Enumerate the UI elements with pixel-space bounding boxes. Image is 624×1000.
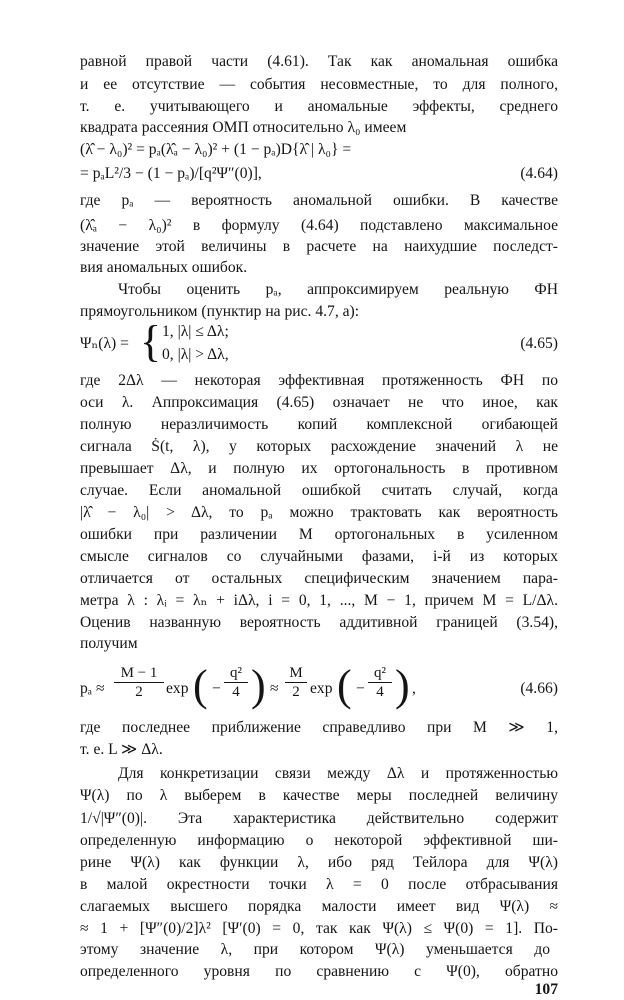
equation-4-65-case-2: 0, |λ| > Δλ, — [162, 346, 229, 363]
fraction-denominator: 4 — [376, 684, 384, 700]
text-line: прямоугольником (пунктир на рис. 4.7, а): — [80, 303, 360, 320]
text-line: значение этой величины в расчете на наихудшие последст- — [80, 238, 558, 255]
fraction-denominator: 4 — [232, 684, 240, 700]
fraction-denominator: 2 — [135, 684, 143, 700]
text-line: т. е. учитывающего и аномальные эффекты, среднего — [80, 98, 558, 115]
text-line: (λ̂ₐ − λ₀)² в формулу (4.64) подставлено максимальное — [80, 217, 558, 234]
text-line: превышает Δλ, и полную их ортогональность в противном — [80, 460, 558, 477]
fraction — [114, 664, 164, 701]
text-line: смысле сигналов со случайными фазами, i-й из которых — [80, 548, 558, 565]
close-parenthesis: ) — [251, 661, 266, 710]
text-line: оси λ. Аппроксимация (4.65) означает не что иное, как — [80, 394, 558, 411]
text-line: определенную информацию о некоторой эффективной ши- — [80, 832, 558, 849]
fraction-numerator: q² — [368, 664, 392, 683]
text-line: слагаемых высшего порядка малости имеет вид Ψ(λ) ≈ — [80, 898, 558, 915]
minus-sign: − — [356, 680, 365, 697]
equation-4-66-lhs: pₐ ≈ — [80, 680, 105, 697]
minus-sign: − — [212, 680, 221, 697]
equation-number: (4.66) — [520, 680, 558, 697]
text-line: этому значение λ, при котором Ψ(λ) уменьшается до — [80, 941, 550, 958]
text-line: т. е. L ≫ Δλ. — [80, 741, 163, 758]
text-line: и ее отсутствие — события несовместные, то для полного, — [80, 76, 558, 93]
text-line: 1/√|Ψ″(0)|. Эта характеристика действительно содержит — [80, 810, 558, 827]
fraction-denominator: 2 — [292, 684, 300, 700]
text-line: равной правой части (4.61). Так как аномальная ошибка — [80, 53, 558, 70]
fraction — [368, 664, 392, 701]
text-line: отличается от остальных специфическим значением пара- — [80, 570, 558, 587]
equation-brace: { — [140, 317, 162, 366]
fraction-numerator: M − 1 — [114, 664, 164, 683]
text-line: Для конкретизации связи между Δλ и протяженностью — [118, 765, 558, 782]
equation-number: (4.64) — [520, 165, 558, 182]
text-line: рине Ψ(λ) как функции λ, ибо ряд Тейлора для Ψ(λ) — [80, 854, 558, 871]
close-parenthesis: ) — [395, 661, 410, 710]
text-line: определенного уровня по сравнению с Ψ(0), обратно — [80, 963, 558, 980]
text-line: |λ̂ − λ₀| > Δλ, то pₐ можно трактовать как вероятность — [80, 504, 558, 521]
text-line: Ψ(λ) по λ выберем в качестве меры последней величину — [80, 787, 558, 804]
fraction-numerator: M — [285, 664, 307, 683]
exp-function: exp — [310, 680, 333, 697]
open-parenthesis: ( — [193, 661, 208, 710]
text-line: ошибки при различении M ортогональных в усиленном — [80, 526, 558, 543]
text-line: полную неразличимость копий комплексной огибающей — [80, 416, 558, 433]
exp-function: exp — [166, 680, 189, 697]
equation-4-64-line-2: = pₐL²/3 − (1 − pₐ)/[q²Ψ″(0)], — [80, 165, 262, 182]
fraction — [224, 664, 248, 701]
fraction-numerator: q² — [224, 664, 248, 683]
text-line: метра λ : λᵢ = λₙ + iΔλ, i = 0, 1, ..., M − 1, причем M = L/Δλ. — [80, 592, 558, 609]
text-line: где 2Δλ — некоторая эффективная протяженность ФН по — [80, 372, 558, 389]
text-line: сигнала Ṡ(t, λ), у которых расхождение значений λ не — [80, 438, 558, 455]
text-line: Чтобы оценить pₐ, аппроксимируем реальную ФН — [118, 281, 558, 298]
text-line: получим — [80, 635, 138, 652]
equation-number: (4.65) — [520, 335, 558, 352]
text-line: ≈ 1 + [Ψ″(0)/2]λ² [Ψ′(0) = 0, так как Ψ(λ) ≤ Ψ(0) = 1]. По- — [80, 920, 558, 937]
page-number: 107 — [534, 981, 558, 998]
text-line: вия аномальных ошибок. — [80, 259, 248, 276]
equation-4-65-lhs: Ψₙ(λ) = — [80, 335, 129, 352]
equation-comma: , — [412, 680, 416, 697]
text-line: Оценив названную вероятность аддитивной границей (3.54), — [80, 614, 558, 631]
text-line: в малой окрестности точки λ = 0 после отбрасывания — [80, 876, 558, 893]
equation-4-65-case-1: 1, |λ| ≤ Δλ; — [162, 323, 229, 340]
approx-sign: ≈ — [270, 680, 279, 697]
text-line: квадрата рассеяния ОМП относительно λ₀ имеем — [80, 119, 407, 136]
open-parenthesis: ( — [337, 661, 352, 710]
text-line: где последнее приближение справедливо при M ≫ 1, — [80, 719, 558, 736]
fraction — [285, 664, 307, 701]
equation-4-64-line-1: (λ̂ − λ₀)² = pₐ(λ̂ₐ − λ₀)² + (1 − pₐ)D{λ̂ | λ₀} = — [80, 141, 352, 158]
text-line: случае. Если аномальной ошибкой считать случай, когда — [80, 482, 558, 499]
text-line: где pₐ — вероятность аномальной ошибки. В качестве — [80, 192, 558, 209]
